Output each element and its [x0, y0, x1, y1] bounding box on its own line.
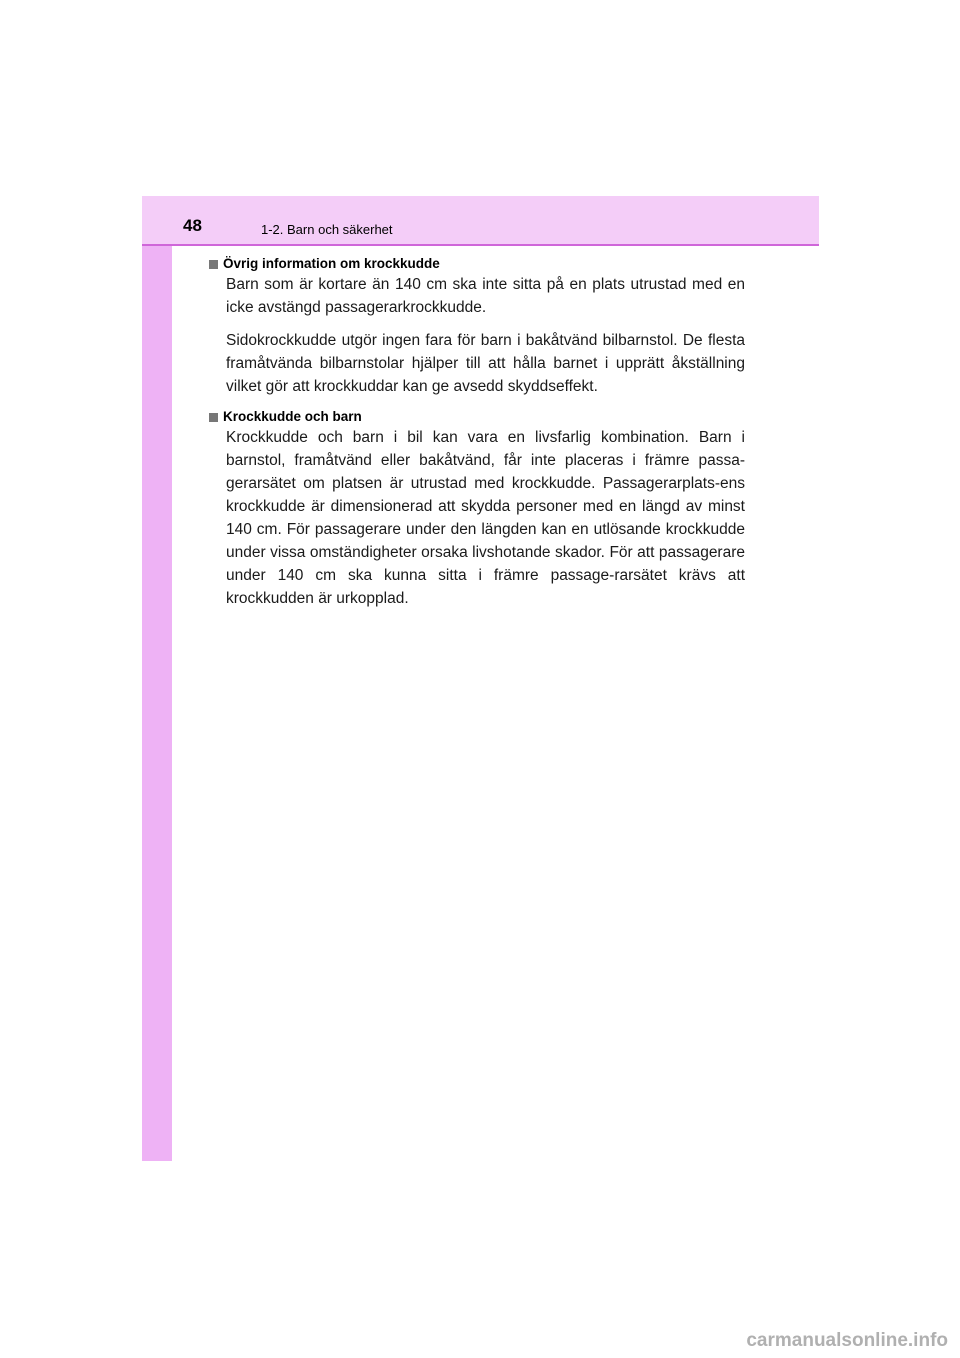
heading-text: Krockkudde och barn — [223, 409, 362, 424]
paragraph: Barn som är kortare än 140 cm ska inte sitta på en plats utrustad med en icke avstängd passagerarkrockkudde. — [226, 276, 745, 316]
header-band — [142, 196, 819, 244]
bullet-square-icon — [209, 260, 218, 269]
section-block — [209, 408, 745, 610]
bullet-square-icon — [209, 413, 218, 422]
side-color-band — [142, 196, 172, 1161]
section-title: 1-2. Barn och säkerhet — [261, 222, 393, 237]
content — [209, 255, 745, 620]
heading-text: Övrig information om krockkudde — [223, 256, 440, 271]
watermark: carmanualsonline.info — [746, 1330, 948, 1351]
paragraph: Sidokrockkudde utgör ingen fara för barn i bakåtvänd bilbarnstol. De flesta framåtvända bilbarnstolar hjälper till att hålla barnet i upprätt åkställning vilket gör att krockkuddar kan ge avsedd skyddseffekt. — [226, 332, 745, 395]
section-block — [209, 255, 745, 398]
section-heading — [209, 255, 745, 273]
page-number: 48 — [183, 216, 202, 235]
header-rule — [142, 244, 819, 246]
paragraph: Krockkudde och barn i bil kan vara en livsfarlig kombination. Barn i barnstol, framåtvänd eller bakåtvänd, får inte placeras i främre passa-gerarsätet om platsen är utrustad med krockkudde. Passagerarplats-ens krockkudde är dimensionerad att skydda personer med en längd av minst 140 cm. För passagerare under den längden kan en utlösande krockkudde under vissa omständigheter orsaka livshotande skador. För att passagerare under 140 cm ska kunna sitta i främre passage-rarsätet krävs att krockkudden är urkopplad. — [226, 429, 745, 607]
section-heading — [209, 408, 745, 426]
